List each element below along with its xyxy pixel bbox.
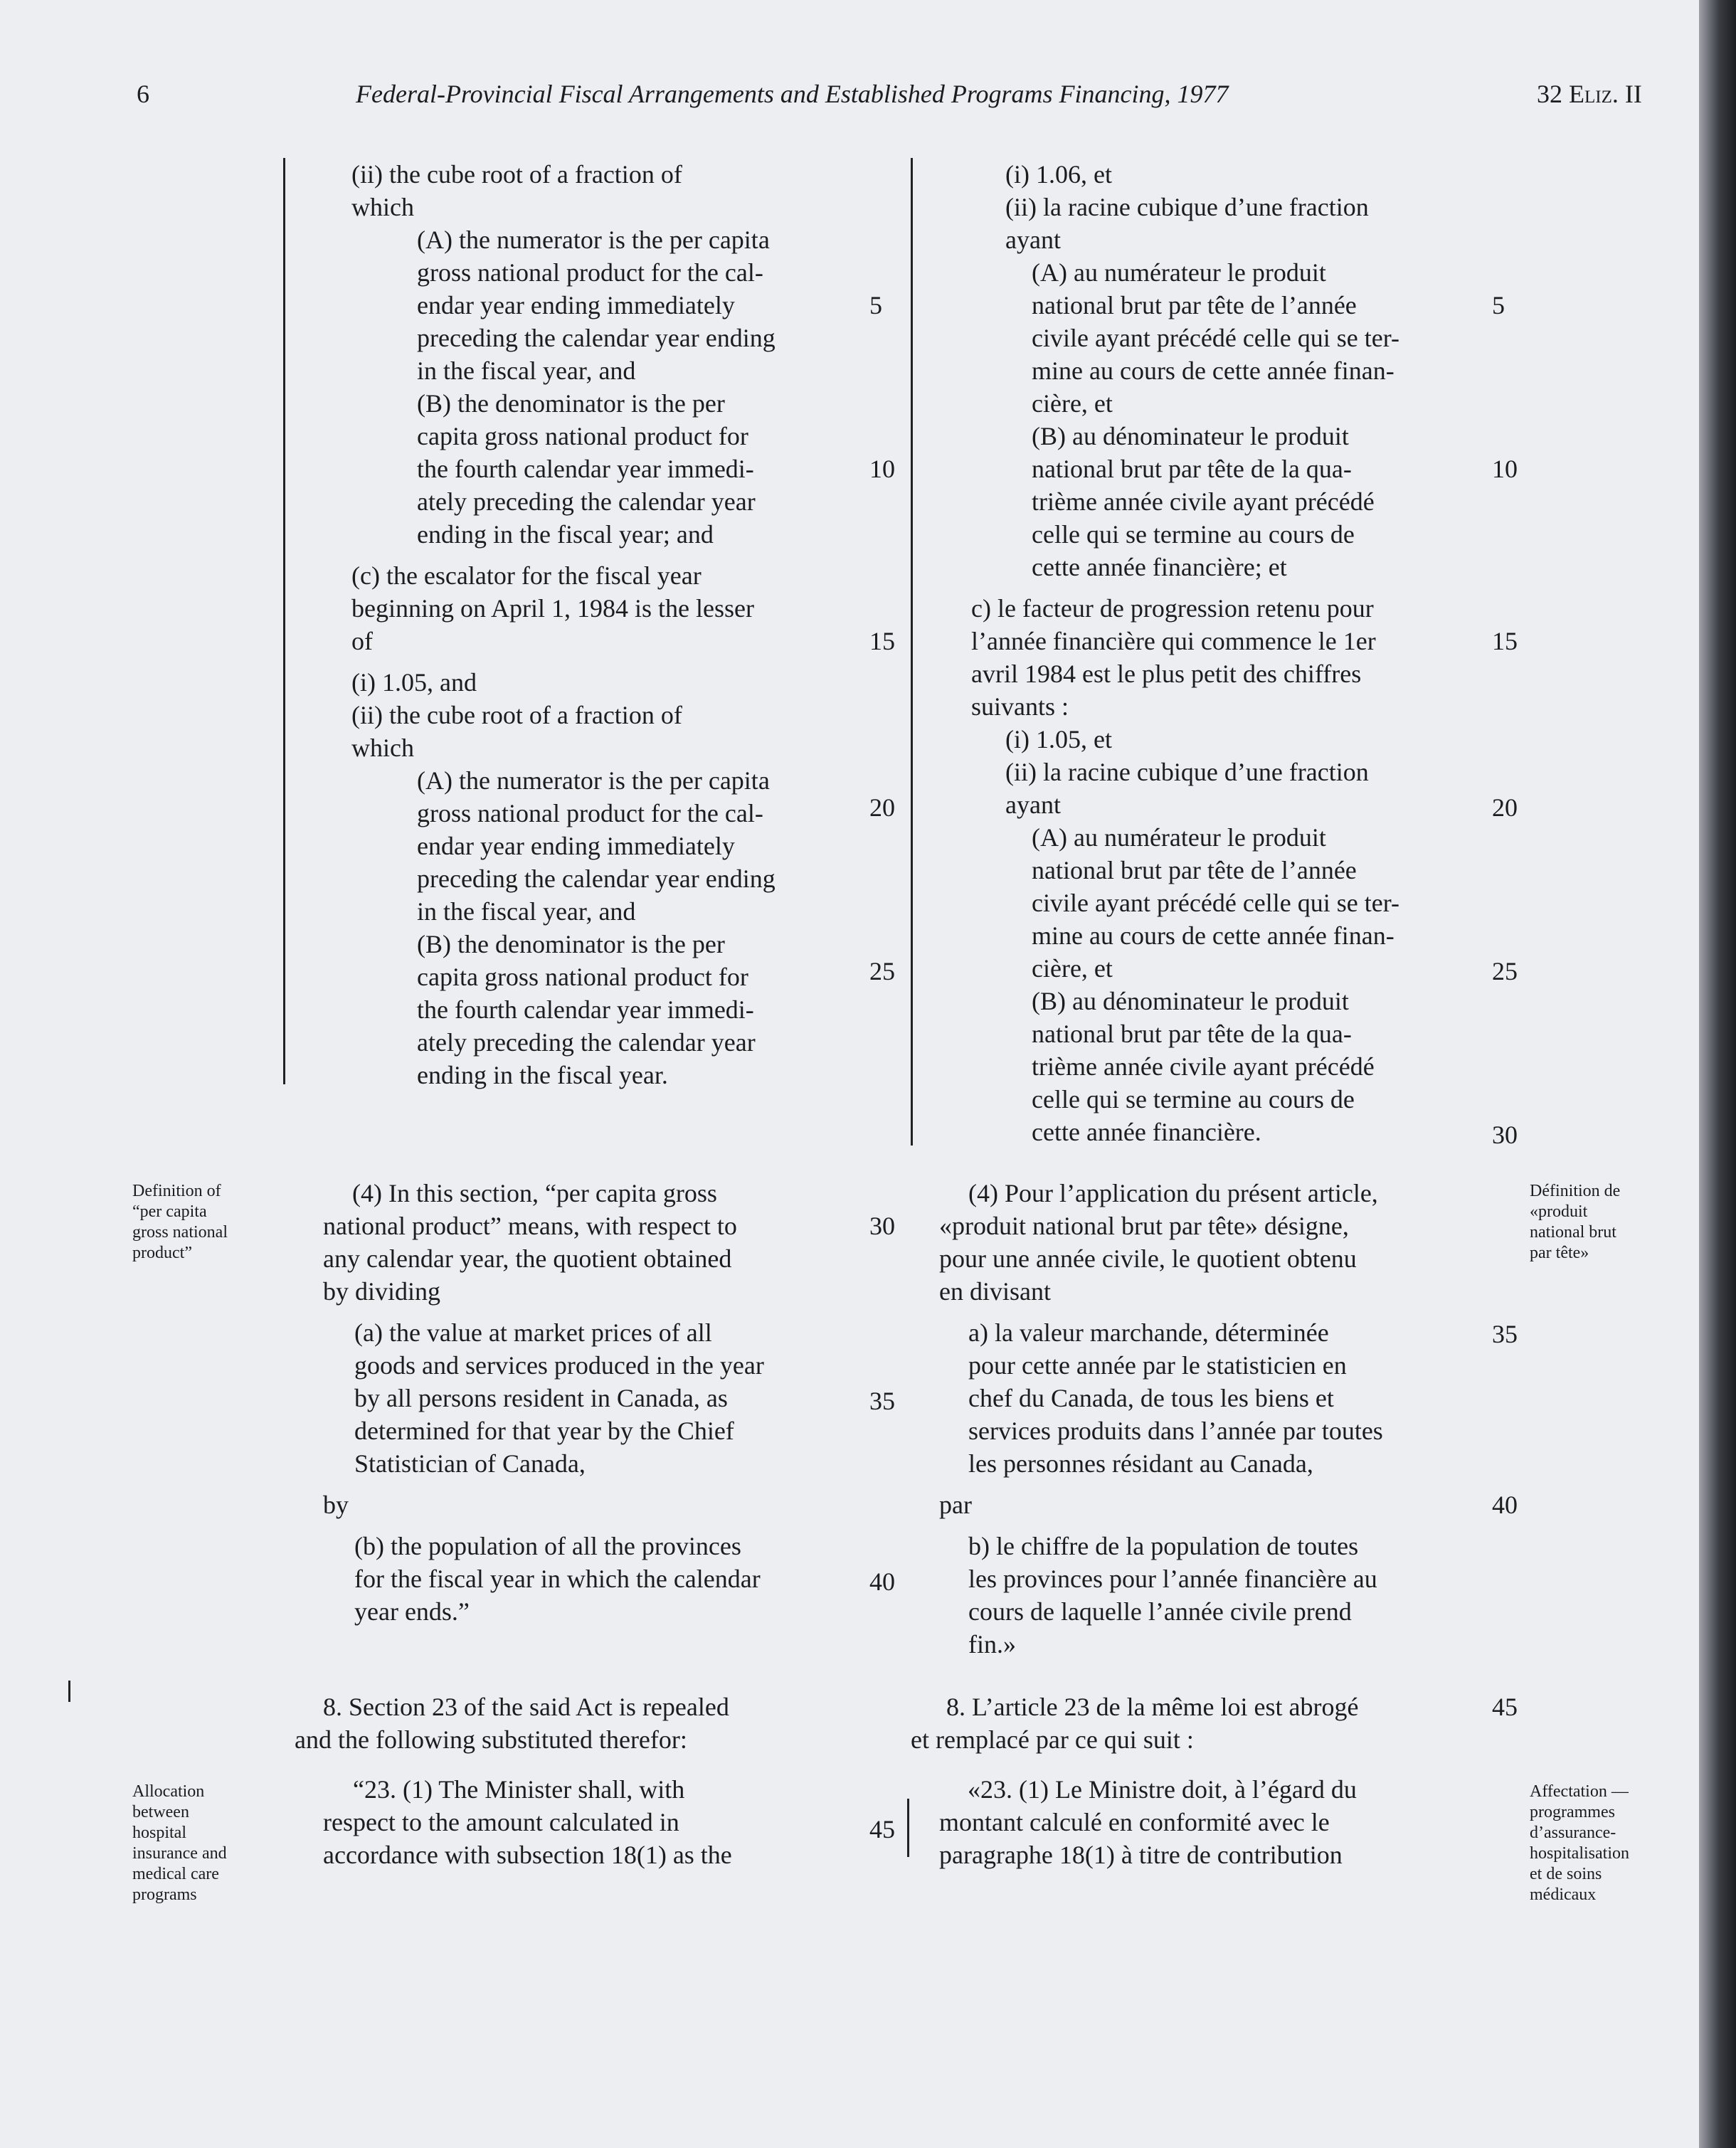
margin-note-line: par tête» [1530,1244,1589,1262]
text-line: 8. L’article 23 de la même loi est abrogé [946,1693,1359,1721]
text-line: a) la valeur marchande, déterminée [968,1318,1329,1347]
english-top-block [277,158,868,1091]
text-line: cours de laquelle l’année civile prend [968,1597,1352,1626]
text-line: determined for that year by the Chief [354,1417,734,1445]
text-line: (4) In this section, “per capita gross [352,1179,717,1207]
line-number: 45 [869,1815,895,1843]
text-line: services produits dans l’année par toutes [968,1417,1383,1445]
text-line: endar year ending immediately [417,291,735,319]
text-line: (ii) the cube root of a fraction of [351,160,682,189]
text-line: beginning on April 1, 1984 is the lesser [351,594,754,623]
text-line: by all persons resident in Canada, as [354,1384,728,1412]
regnal-year: 32 Eliz. II [1537,80,1642,108]
text-line: (c) the escalator for the fiscal year [351,561,702,590]
french-section-4 [939,1177,1508,1661]
line-number: 25 [1492,957,1518,985]
text-line: any calendar year, the quotient obtained [323,1244,732,1273]
margin-note-definition-en [132,1181,228,1264]
text-line: (i) 1.06, et [1005,160,1112,189]
text-line: (A) the numerator is the per capita [417,766,770,795]
text-line: which [351,193,414,221]
text-line: ending in the fiscal year; and [417,520,714,549]
margin-note-line: product” [132,1244,192,1262]
text-line: civile ayant précédé celle qui se ter- [1032,324,1399,352]
text-line: gross national product for the cal- [417,799,763,827]
text-line: pour cette année par le statisticien en [968,1351,1347,1380]
line-number: 5 [869,291,882,319]
margin-note-line: d’assurance- [1530,1824,1616,1842]
change-bar-section23 [907,1799,909,1857]
text-line: (B) the denominator is the per [417,930,725,958]
text-line: for the fiscal year in which the calendar [354,1565,761,1593]
text-line: ayant [1005,790,1061,819]
text-line: en divisant [939,1277,1051,1306]
line-number: 40 [1492,1491,1518,1519]
margin-note-line: Allocation [132,1782,205,1801]
text-line: Statistician of Canada, [354,1449,586,1478]
margin-note-line: gross national [132,1223,228,1242]
line-number: 30 [1492,1121,1518,1149]
book-spine-edge [1699,0,1736,2148]
text-line: accordance with subsection 18(1) as the [323,1841,732,1869]
text-line: l’année financière qui commence le 1er [971,627,1376,655]
text-line: avril 1984 est le plus petit des chiffres [971,660,1362,688]
margin-note-line: between [132,1803,189,1821]
margin-note-line: Affectation — [1530,1782,1629,1801]
text-line: gross national product for the cal- [417,258,763,287]
text-line: (4) Pour l’application du présent article, [968,1179,1378,1207]
text-line: (A) au numérateur le produit [1032,258,1326,287]
text-line: goods and services produced in the year [354,1351,764,1380]
text-line: (i) 1.05, et [1005,725,1112,753]
text-line: preceding the calendar year ending [417,324,776,352]
text-line: in the fiscal year, and [417,897,636,926]
english-section-8 [277,1691,868,1871]
text-line: c) le facteur de progression retenu pour [971,594,1374,623]
text-line: ately preceding the calendar year [417,1028,756,1057]
french-section-8 [911,1691,1508,1871]
text-line: trième année civile ayant précédé [1032,1052,1375,1081]
text-line: (ii) la racine cubique d’une fraction [1005,758,1369,786]
line-number: 45 [1492,1693,1518,1721]
line-number: 35 [869,1387,895,1415]
text-line: the fourth calendar year immedi- [417,995,754,1024]
margin-note-line: hospital [132,1824,186,1842]
margin-note-line: médicaux [1530,1885,1597,1904]
text-line: (b) the population of all the provinces [354,1532,741,1560]
page-number: 6 [137,80,149,108]
text-line: (ii) the cube root of a fraction of [351,701,682,729]
line-number: 35 [1492,1320,1518,1348]
text-line: respect to the amount calculated in [323,1808,679,1836]
text-line: trième année civile ayant précédé [1032,487,1375,516]
french-top-block [939,158,1508,1148]
text-line: (B) au dénominateur le produit [1032,987,1349,1015]
line-number: 20 [869,793,895,822]
text-line: the fourth calendar year immedi- [417,455,754,483]
text-line: et remplacé par ce qui suit : [911,1725,1194,1754]
margin-note-line: et de soins [1530,1865,1602,1883]
text-line: pour une année civile, le quotient obtenu [939,1244,1357,1273]
margin-note-allocation-fr [1530,1782,1629,1905]
text-line: cette année financière; et [1032,553,1287,581]
change-bar-middle [911,158,913,1146]
text-line: celle qui se termine au cours de [1032,1085,1355,1113]
change-bar-margin [68,1681,70,1702]
line-number: 15 [1492,627,1518,655]
text-line: chef du Canada, de tous les biens et [968,1384,1334,1412]
text-line: preceding the calendar year ending [417,864,776,893]
text-line: (A) the numerator is the per capita [417,226,770,254]
text-line: by dividing [323,1277,441,1306]
text-line: ayant [1005,226,1061,254]
text-line: 8. Section 23 of the said Act is repealed [323,1693,729,1721]
line-number: 10 [869,455,895,483]
text-line: which [351,734,414,762]
text-line: national brut par tête de l’année [1032,291,1357,319]
line-number: 30 [869,1212,895,1240]
margin-note-line: Definition of [132,1182,221,1200]
text-line: national brut par tête de la qua- [1032,1020,1352,1048]
line-number: 25 [869,957,895,985]
text-line: celle qui se termine au cours de [1032,520,1355,549]
text-line: (B) the denominator is the per [417,389,725,418]
margin-note-line: medical care [132,1865,219,1883]
text-line: year ends.” [354,1597,470,1626]
running-title: Federal-Provincial Fiscal Arrangements and Established Programs Financing, 1977 [356,80,1229,108]
text-line: (B) au dénominateur le produit [1032,422,1349,450]
text-line: “23. (1) The Minister shall, with [353,1775,685,1804]
margin-note-line: programs [132,1885,197,1904]
text-line: national brut par tête de l’année [1032,856,1357,884]
text-line: montant calculé en conformité avec le [939,1808,1330,1836]
line-number: 40 [869,1567,895,1596]
text-line: mine au cours de cette année finan- [1032,921,1394,950]
text-line: ending in the fiscal year. [417,1061,668,1089]
line-number: 5 [1492,291,1505,319]
line-number: 20 [1492,793,1518,822]
margin-note-line: “per capita [132,1202,207,1221]
text-line: capita gross national product for [417,963,748,991]
margin-note-line: national brut [1530,1223,1616,1242]
text-line: endar year ending immediately [417,832,735,860]
text-line: suivants : [971,692,1069,721]
text-line: les provinces pour l’année financière au [968,1565,1377,1593]
text-line: fin.» [968,1630,1016,1658]
text-line: par [939,1491,972,1519]
text-line: in the fiscal year, and [417,356,636,385]
text-line: national product” means, with respect to [323,1212,737,1240]
text-line: by [323,1491,349,1519]
text-line: national brut par tête de la qua- [1032,455,1352,483]
text-line: paragraphe 18(1) à titre de contribution [939,1841,1343,1869]
text-line: capita gross national product for [417,422,748,450]
text-line: of [351,627,373,655]
english-section-4 [277,1177,868,1628]
text-line: (ii) la racine cubique d’une fraction [1005,193,1369,221]
text-line: cette année financière. [1032,1118,1261,1146]
text-line: «23. (1) Le Ministre doit, à l’égard du [968,1775,1357,1804]
text-line: ately preceding the calendar year [417,487,756,516]
text-line: (a) the value at market prices of all [354,1318,712,1347]
text-line: and the following substituted therefor: [295,1725,687,1754]
margin-note-allocation-en [132,1782,227,1905]
margin-note-line: hospitalisation [1530,1844,1629,1863]
margin-note-line: programmes [1530,1803,1615,1821]
text-line: «produit national brut par tête» désigne, [939,1212,1349,1240]
text-line: civile ayant précédé celle qui se ter- [1032,889,1399,917]
margin-note-line: insurance and [132,1844,227,1863]
text-line: mine au cours de cette année finan- [1032,356,1394,385]
margin-note-line: «produit [1530,1202,1588,1221]
line-number: 10 [1492,455,1518,483]
text-line: (i) 1.05, and [351,668,477,697]
margin-note-line: Définition de [1530,1182,1621,1200]
text-line: cière, et [1032,389,1113,418]
margin-note-definition-fr [1530,1181,1620,1264]
text-line: les personnes résidant au Canada, [968,1449,1313,1478]
text-line: cière, et [1032,954,1113,983]
text-line: (A) au numérateur le produit [1032,823,1326,852]
line-number: 15 [869,627,895,655]
text-line: b) le chiffre de la population de toutes [968,1532,1359,1560]
